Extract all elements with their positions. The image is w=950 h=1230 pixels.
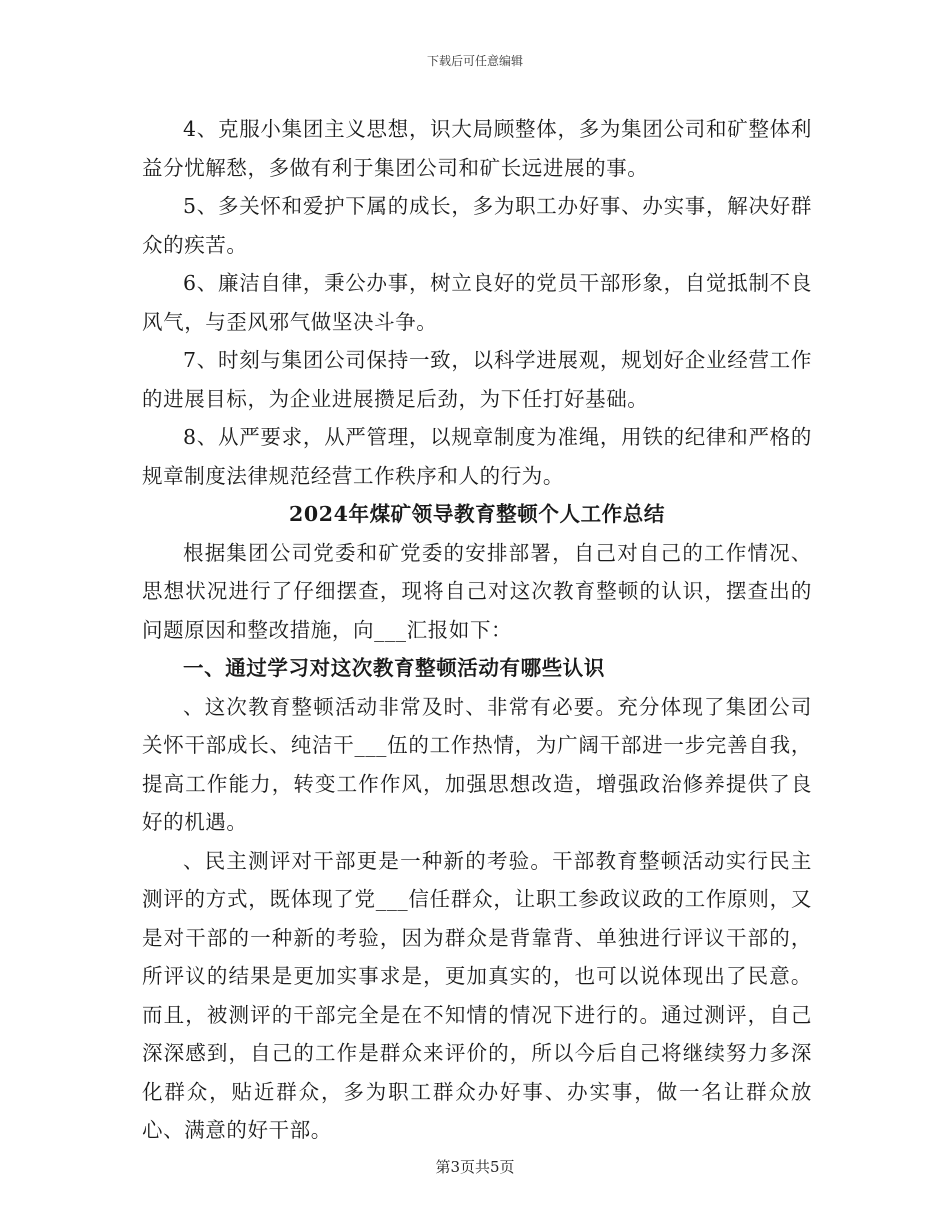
paragraph-2: 、民主测评对干部更是一种新的考验。干部教育整顿活动实行民主测评的方式，既体现了党___信任群众，让职工参政议政的工作原则，又是对干部的一种新的考验，因为群众是背靠背、单独进行评议干部的，所评议的结果是更加实事求是，更加真实的，也可以说体现出了民意。而且，被测评的干部完全是在不知情的情况下进行的。通过测评，自己深深感到，自己的工作是群众来评价的，所以今后自己将继续努力多深化群众，贴近群众，多为职工群众办好事、办实事，做一名让群众放心、满意的好干部。 xyxy=(142,848,812,1142)
document-title: 2024年煤矿领导教育整顿个人工作总结 xyxy=(289,502,665,526)
document-body xyxy=(142,110,812,1150)
list-item-7: 7、时刻与集团公司保持一致，以科学进展观，规划好企业经营工作的进展目标，为企业进展攒足后劲，为下任打好基础。 xyxy=(142,348,812,411)
header-note: 下载后可任意编辑 xyxy=(426,54,523,68)
paragraph-1: 、这次教育整顿活动非常及时、非常有必要。充分体现了集团公司关怀干部成长、纯洁干___伍的工作热情，为广阔干部进一步完善自我，提高工作能力，转变工作作风，加强思想改造，增强政治修养提供了良好的机遇。 xyxy=(142,694,812,834)
intro-paragraph: 根据集团公司党委和矿党委的安排部署，自己对自己的工作情况、思想状况进行了仔细摆查，现将自己对这次教育整顿的认识，摆查出的问题原因和整改措施，向___汇报如下： xyxy=(142,540,812,642)
list-item-8: 8、从严要求，从严管理，以规章制度为准绳，用铁的纪律和严格的规章制度法律规范经营工作秩序和人的行为。 xyxy=(142,425,812,488)
list-item-4: 4、克服小集团主义思想，识大局顾整体，多为集团公司和矿整体利益分忧解愁，多做有利于集团公司和矿长远进展的事。 xyxy=(142,117,812,180)
page-number: 第3页共5页 xyxy=(435,1158,515,1176)
list-item-6: 6、廉洁自律，秉公办事，树立良好的党员干部形象，自觉抵制不良风气，与歪风邪气做坚决斗争。 xyxy=(142,271,812,334)
section-heading: 一、通过学习对这次教育整顿活动有哪些认识 xyxy=(183,656,605,680)
list-item-5: 5、多关怀和爱护下属的成长，多为职工办好事、办实事，解决好群众的疾苦。 xyxy=(142,194,812,257)
